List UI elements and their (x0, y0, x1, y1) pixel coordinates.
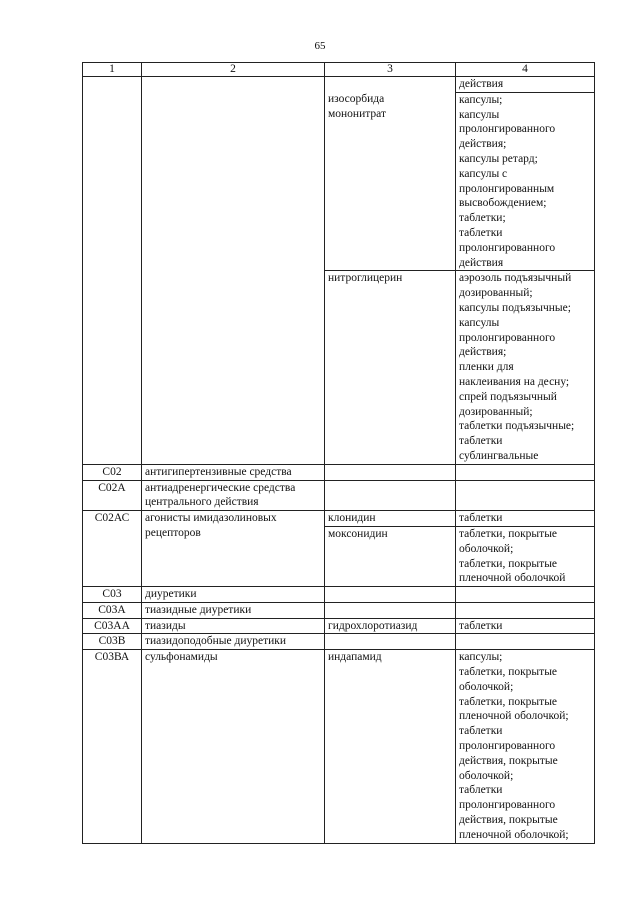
form-line: оболочкой; (459, 769, 514, 782)
dosage-form-cell (456, 511, 595, 527)
drug-name-line: гидрохлоротиазид (328, 619, 418, 632)
form-line: дозированный; (459, 405, 533, 418)
group-name-line: антиадренергические средства (145, 481, 296, 494)
form-line: таблетки (459, 784, 503, 797)
table-row (83, 480, 595, 511)
drug-name-cell (325, 271, 456, 464)
form-line: таблетки (459, 512, 503, 525)
drug-name-line: индапамид (328, 651, 382, 664)
group-name-line: центрального действия (145, 496, 259, 509)
code-cell: С03АА (83, 618, 142, 634)
form-line: действия (459, 78, 504, 90)
group-name-cell (142, 480, 325, 511)
group-name-line: тиазиды (145, 619, 186, 632)
group-name-cell (142, 77, 325, 465)
form-line: сублингвальные (459, 449, 539, 462)
form-line: капсулы ретард; (459, 152, 538, 165)
drug-name-cell (325, 77, 456, 93)
dosage-form-cell (456, 526, 595, 586)
form-line: пленочной оболочкой; (459, 710, 569, 723)
form-line: таблетки (459, 725, 503, 738)
code-cell: С03ВА (83, 650, 142, 843)
group-name-line: диуретики (145, 588, 197, 601)
code-cell: С02 (83, 464, 142, 480)
dosage-form-cell (456, 464, 595, 480)
drug-name-cell (325, 511, 456, 527)
form-line: действия, покрытые (459, 814, 558, 827)
drug-name-cell (325, 587, 456, 603)
form-line: таблетки, покрытые (459, 527, 558, 540)
code-cell: С03 (83, 587, 142, 603)
group-name-cell (142, 602, 325, 618)
dosage-form-cell (456, 634, 595, 650)
form-line: таблетки, покрытые (459, 695, 558, 708)
column-header: 3 (325, 63, 456, 77)
form-line: пролонгированного (459, 241, 556, 254)
dosage-form-cell (456, 618, 595, 634)
form-line: наклеивания на десну; (459, 375, 570, 388)
form-line: таблетки (459, 619, 503, 632)
table-row (83, 618, 595, 634)
group-name-cell (142, 464, 325, 480)
form-line: пролонгированным (459, 182, 555, 195)
form-line: таблетки; (459, 212, 506, 225)
dosage-form-cell (456, 587, 595, 603)
dosage-form-cell (456, 271, 595, 464)
drug-name-cell (325, 464, 456, 480)
drug-table (82, 62, 595, 844)
drug-name-line: изосорбида (328, 93, 385, 106)
group-name-cell (142, 650, 325, 843)
code-cell (83, 77, 142, 465)
form-line: таблетки, покрытые (459, 557, 558, 570)
group-name-cell (142, 587, 325, 603)
code-cell: С03В (83, 634, 142, 650)
form-line: таблетки подъязычные; (459, 420, 575, 433)
group-name-cell (142, 511, 325, 587)
code-cell: С02АС (83, 511, 142, 587)
drug-name-cell (325, 650, 456, 843)
form-line: пленочной оболочкой; (459, 828, 569, 841)
drug-name-cell (325, 480, 456, 511)
dosage-form-cell (456, 77, 595, 93)
dosage-form-cell (456, 480, 595, 511)
form-line: действия; (459, 138, 507, 151)
table-header-row (83, 63, 595, 77)
page-number: 65 (314, 40, 326, 52)
form-line: капсулы; (459, 651, 503, 664)
form-line: оболочкой; (459, 542, 514, 555)
form-line: дозированный; (459, 287, 533, 300)
column-header: 4 (456, 63, 595, 77)
group-name-line: агонисты имидазолиновых (145, 512, 277, 525)
drug-name-cell (325, 526, 456, 586)
column-header: 1 (83, 63, 142, 77)
form-line: действия; (459, 346, 507, 359)
form-line: спрей подъязычный (459, 390, 557, 403)
form-line: действия (459, 256, 504, 269)
form-line: высвобождением; (459, 197, 547, 210)
form-line: таблетки, покрытые (459, 666, 558, 679)
form-line: таблетки (459, 435, 503, 448)
drug-name-line: клонидин (328, 512, 376, 525)
drug-name-cell (325, 634, 456, 650)
group-name-line: рецепторов (145, 526, 201, 539)
drug-name-cell (325, 92, 456, 271)
drug-name-line: мононитрат (328, 108, 386, 121)
group-name-line: тиазидоподобные диуретики (145, 635, 286, 648)
form-line: аэрозоль подъязычный (459, 272, 572, 285)
form-line: действия, покрытые (459, 754, 558, 767)
form-line: пленочной оболочкой (459, 572, 566, 585)
table-row (83, 587, 595, 603)
form-line: капсулы подъязычные; (459, 301, 571, 314)
dosage-form-cell (456, 650, 595, 843)
column-header: 2 (142, 63, 325, 77)
form-line: капсулы с (459, 167, 508, 180)
group-name-line: сульфонамиды (145, 651, 218, 664)
form-line: пролонгированного (459, 331, 556, 344)
code-cell: С03А (83, 602, 142, 618)
table-row (83, 634, 595, 650)
form-line: пролонгированного (459, 123, 556, 136)
form-line: капсулы (459, 108, 500, 121)
group-name-cell (142, 618, 325, 634)
group-name-cell (142, 634, 325, 650)
form-line: капсулы; (459, 93, 503, 106)
table-row (83, 602, 595, 618)
form-line: оболочкой; (459, 680, 514, 693)
table-row (83, 650, 595, 843)
drug-name-cell (325, 602, 456, 618)
form-line: капсулы (459, 316, 500, 329)
code-cell: С02А (83, 480, 142, 511)
form-line: пленки для (459, 361, 514, 374)
group-name-line: тиазидные диуретики (145, 603, 252, 616)
dosage-form-cell (456, 602, 595, 618)
table-row (83, 511, 595, 527)
drug-name-cell (325, 618, 456, 634)
group-name-line: антигипертензивные средства (145, 465, 292, 478)
form-line: таблетки (459, 226, 503, 239)
table-row (83, 77, 595, 93)
form-line: пролонгированного (459, 740, 556, 753)
drug-name-line: моксонидин (328, 527, 388, 540)
table-row (83, 464, 595, 480)
drug-name-line: нитроглицерин (328, 272, 403, 285)
form-line: пролонгированного (459, 799, 556, 812)
dosage-form-cell (456, 92, 595, 271)
